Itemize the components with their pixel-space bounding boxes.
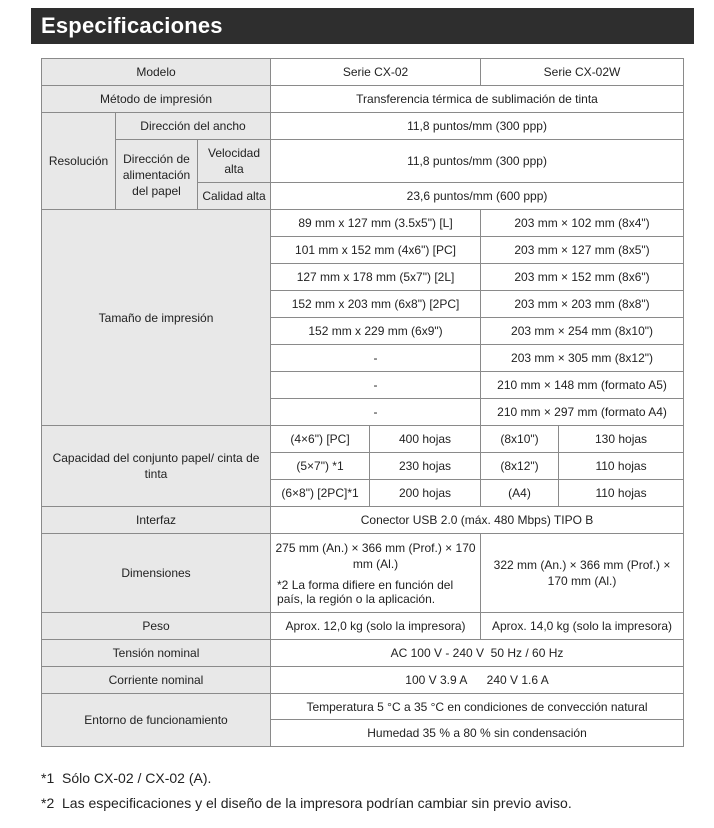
interface-label: Interfaz — [42, 507, 271, 534]
row-environment-temperature — [42, 694, 684, 720]
weight-label: Peso — [42, 613, 271, 640]
print-size-label: Tamaño de impresión — [42, 210, 271, 426]
dimensions-note: *2 La forma difiere en función del país, la región o la aplicación. — [277, 578, 454, 606]
print-method-value: Transferencia térmica de sublimación de tinta — [271, 86, 684, 113]
capacity-cx02w-size: (8x12") — [481, 453, 559, 480]
print-size-cx02: 89 mm x 127 mm (3.5x5") [L] — [271, 210, 481, 237]
print-size-cx02: - — [271, 372, 481, 399]
capacity-cx02-size: (6×8") [2PC]*1 — [271, 480, 370, 507]
high-quality-value: 23,6 puntos/mm (600 ppp) — [271, 183, 684, 210]
dimensions-label: Dimensiones — [42, 534, 271, 613]
dimensions-cx02 — [271, 534, 481, 613]
print-size-cx02w: 203 mm × 102 mm (8x4") — [481, 210, 684, 237]
row-dimensions — [42, 534, 684, 613]
resolution-label: Resolución — [42, 113, 116, 210]
row-print-method — [42, 86, 684, 113]
print-size-cx02: 152 mm x 203 mm (6x8") [2PC] — [271, 291, 481, 318]
capacity-cx02w-quantity: 130 hojas — [559, 426, 684, 453]
print-size-cx02: - — [271, 399, 481, 426]
model-cx02: Serie CX-02 — [271, 59, 481, 86]
print-size-cx02w: 210 mm × 148 mm (formato A5) — [481, 372, 684, 399]
current-label: Corriente nominal — [42, 667, 271, 694]
row-model — [42, 59, 684, 86]
print-size-cx02w: 203 mm × 305 mm (8x12") — [481, 345, 684, 372]
high-speed-value: 11,8 puntos/mm (300 ppp) — [271, 140, 684, 183]
row-interface — [42, 507, 684, 534]
print-size-cx02w: 203 mm × 203 mm (8x8") — [481, 291, 684, 318]
capacity-label: Capacidad del conjunto papel/ cinta de tinta — [42, 426, 271, 507]
page-title: Especificaciones — [31, 8, 694, 44]
print-method-label: Método de impresión — [42, 86, 271, 113]
current-value: 100 V 3.9 A 240 V 1.6 A — [271, 667, 684, 694]
high-speed-label: Velocidad alta — [198, 140, 271, 183]
capacity-cx02w-size: (A4) — [481, 480, 559, 507]
capacity-cx02w-quantity: 110 hojas — [559, 480, 684, 507]
print-size-cx02: 127 mm x 178 mm (5x7") [2L] — [271, 264, 481, 291]
row-weight — [42, 613, 684, 640]
voltage-label: Tensión nominal — [42, 640, 271, 667]
print-size-cx02: 101 mm x 152 mm (4x6") [PC] — [271, 237, 481, 264]
row-resolution-width — [42, 113, 684, 140]
print-size-cx02w: 203 mm × 127 mm (8x5") — [481, 237, 684, 264]
footnote-2: *2 Las especificaciones y el diseño de la impresora podrían cambiar sin previo aviso. — [41, 795, 572, 811]
width-direction-value: 11,8 puntos/mm (300 ppp) — [271, 113, 684, 140]
row-current — [42, 667, 684, 694]
table-row — [42, 426, 684, 453]
footnote-1: *1 Sólo CX-02 / CX-02 (A). — [41, 770, 212, 786]
weight-cx02: Aprox. 12,0 kg (solo la impresora) — [271, 613, 481, 640]
print-size-cx02w: 203 mm × 152 mm (8x6") — [481, 264, 684, 291]
print-size-cx02: 152 mm x 229 mm (6x9") — [271, 318, 481, 345]
table-row — [42, 210, 684, 237]
environment-temperature: Temperatura 5 °C a 35 °C en condiciones de convección natural — [271, 694, 684, 720]
model-cx02w: Serie CX-02W — [481, 59, 684, 86]
row-resolution-high-speed — [42, 140, 684, 183]
capacity-cx02-quantity: 400 hojas — [370, 426, 481, 453]
capacity-cx02-quantity: 230 hojas — [370, 453, 481, 480]
specifications-table — [41, 58, 684, 747]
print-size-cx02w: 210 mm × 297 mm (formato A4) — [481, 399, 684, 426]
voltage-value: AC 100 V - 240 V 50 Hz / 60 Hz — [271, 640, 684, 667]
capacity-cx02w-quantity: 110 hojas — [559, 453, 684, 480]
width-direction-label: Dirección del ancho — [116, 113, 271, 140]
capacity-cx02-size: (4×6") [PC] — [271, 426, 370, 453]
print-size-cx02: - — [271, 345, 481, 372]
weight-cx02w: Aprox. 14,0 kg (solo la impresora) — [481, 613, 684, 640]
dimensions-cx02w: 322 mm (An.) × 366 mm (Prof.) × 170 mm (Al.) — [481, 534, 684, 613]
high-quality-label: Calidad alta — [198, 183, 271, 210]
interface-value: Conector USB 2.0 (máx. 480 Mbps) TIPO B — [271, 507, 684, 534]
row-voltage — [42, 640, 684, 667]
feed-direction-label: Dirección de alimentación del papel — [116, 140, 198, 210]
model-label: Modelo — [42, 59, 271, 86]
environment-label: Entorno de funcionamiento — [42, 694, 271, 747]
print-size-cx02w: 203 mm × 254 mm (8x10") — [481, 318, 684, 345]
environment-humidity: Humedad 35 % a 80 % sin condensación — [271, 720, 684, 747]
capacity-cx02-quantity: 200 hojas — [370, 480, 481, 507]
dimensions-cx02-value: 275 mm (An.) × 366 mm (Prof.) × 170 mm (Al.) — [275, 541, 476, 571]
capacity-cx02-size: (5×7") *1 — [271, 453, 370, 480]
capacity-cx02w-size: (8x10") — [481, 426, 559, 453]
